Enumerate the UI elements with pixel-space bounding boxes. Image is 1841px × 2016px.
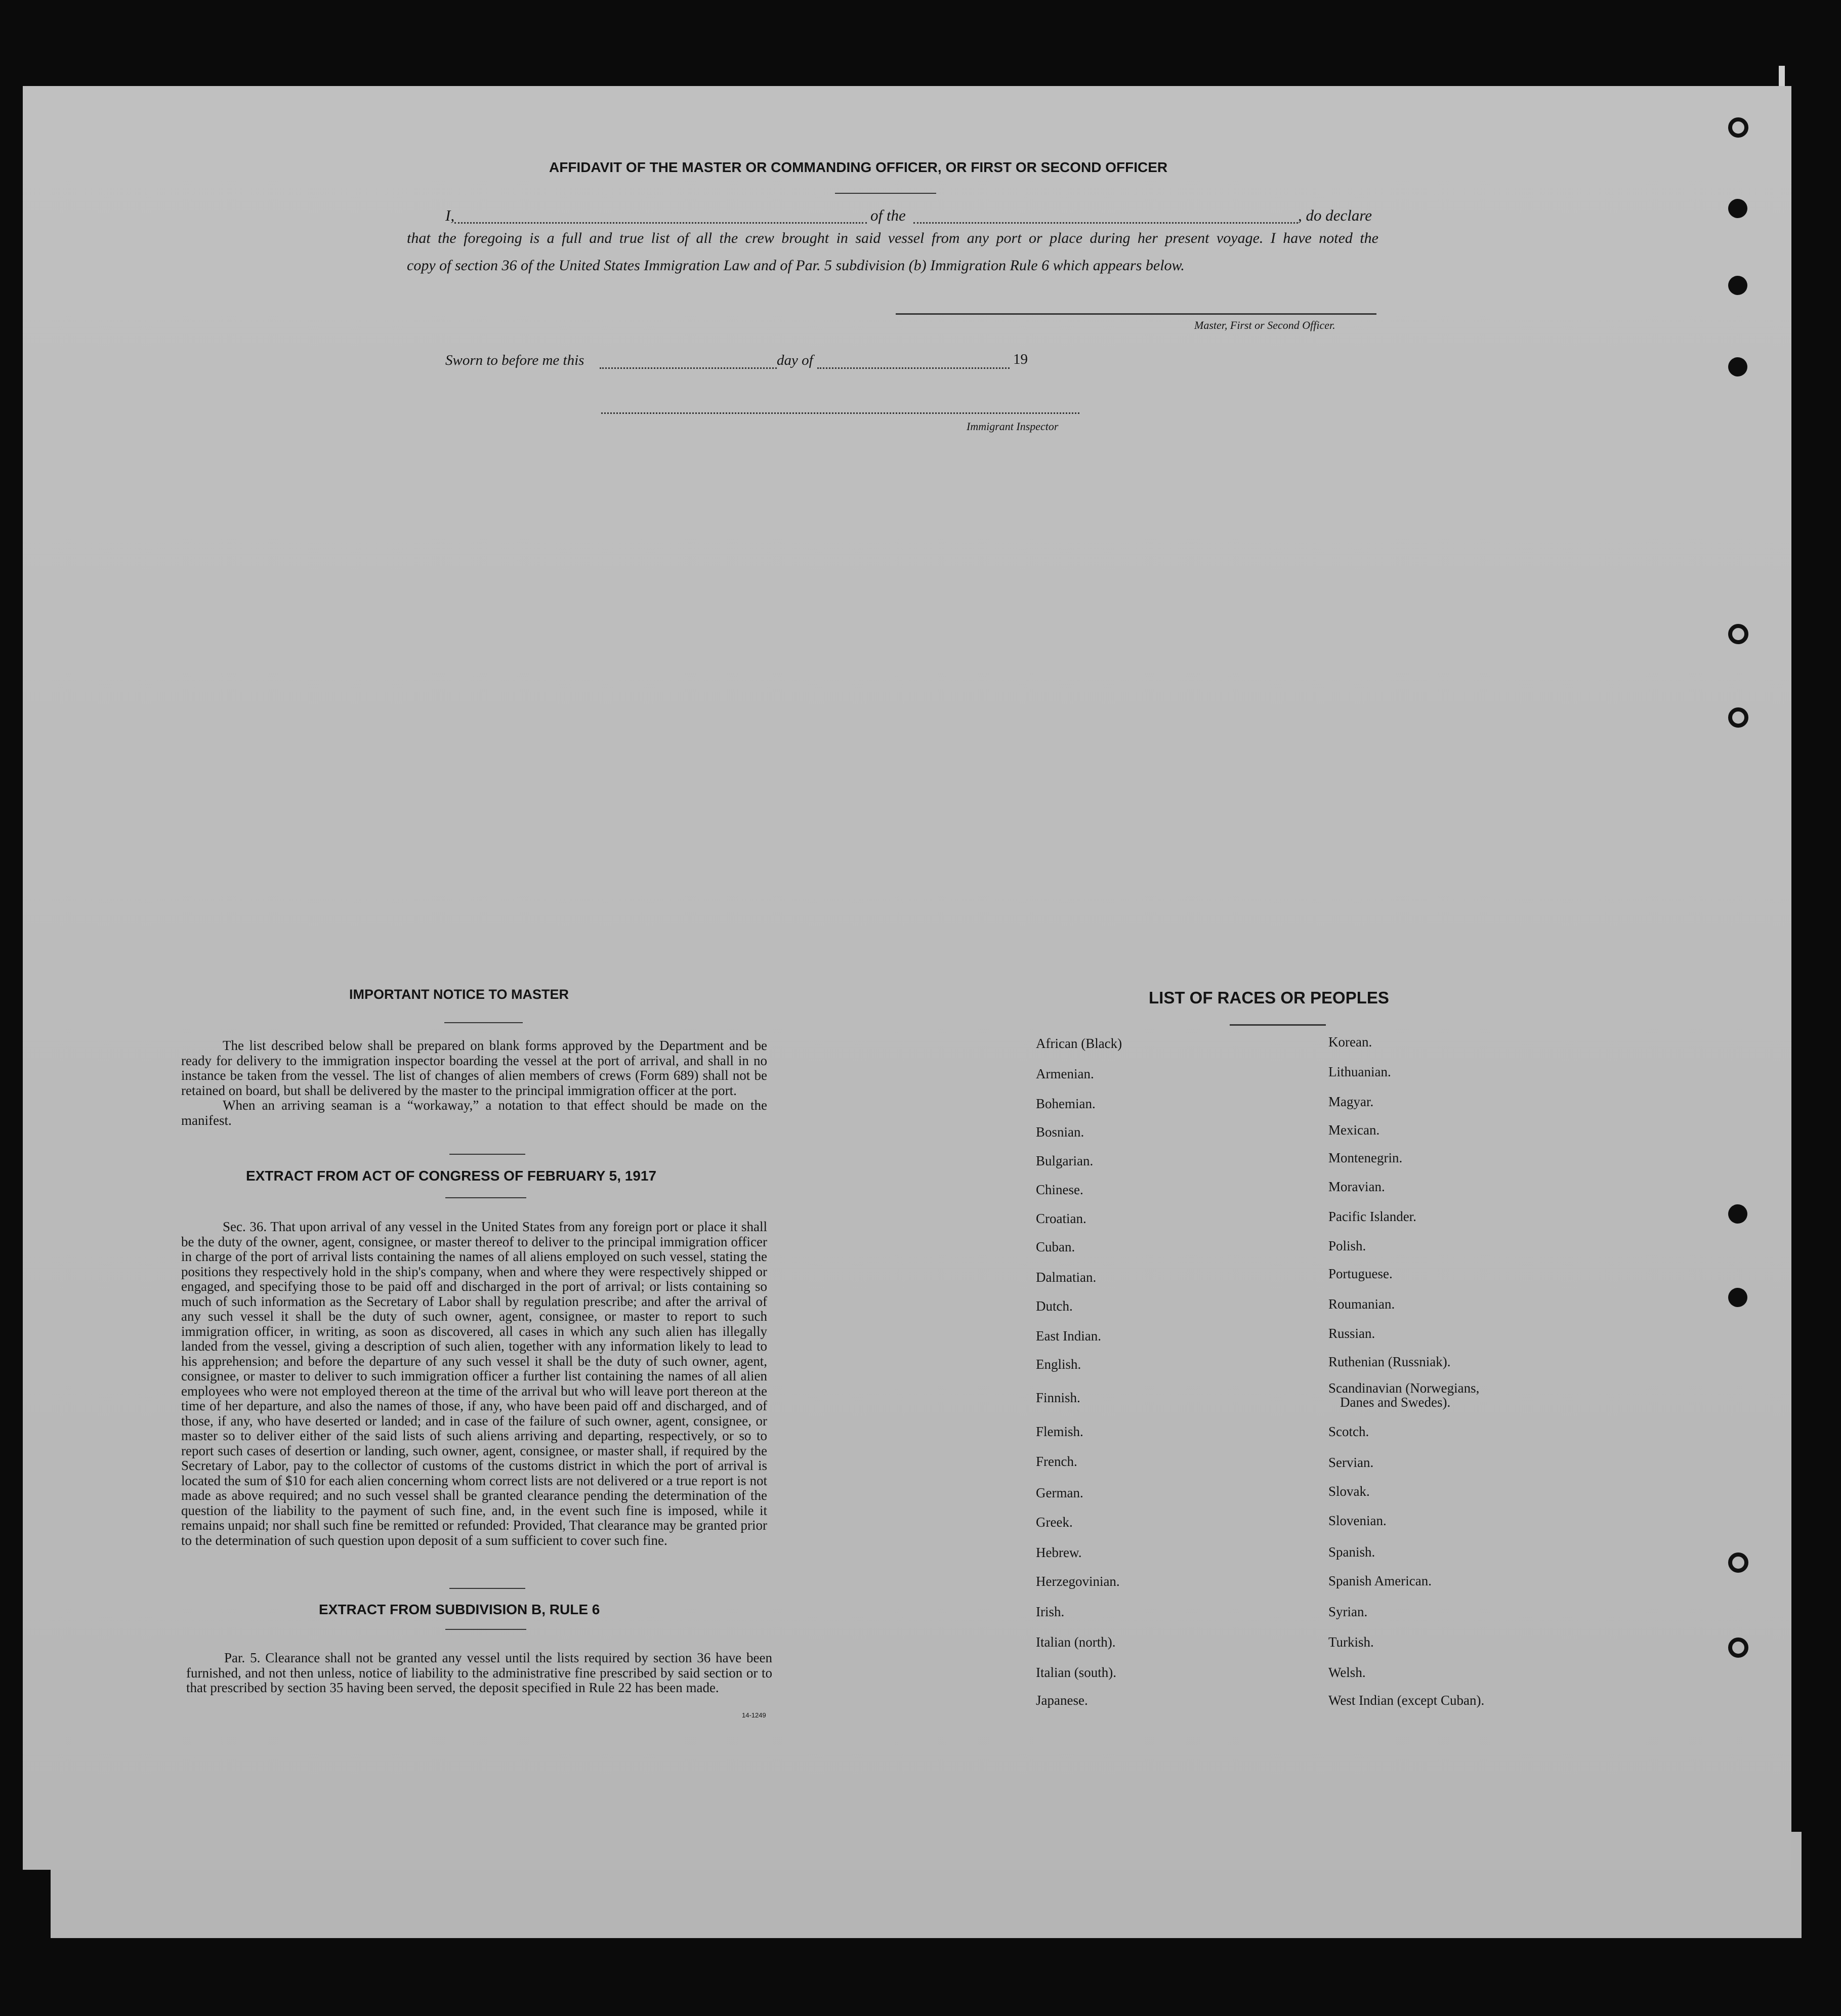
race-item: Russian. [1328, 1326, 1375, 1341]
races-title-rule [1230, 1024, 1326, 1026]
inspector-caption: Immigrant Inspector [967, 420, 1059, 433]
race-item: Bosnian. [1036, 1124, 1084, 1140]
race-item: English. [1036, 1357, 1081, 1372]
race-item: Portuguese. [1328, 1266, 1393, 1281]
race-item: Magyar. [1328, 1094, 1374, 1109]
race-item: Chinese. [1036, 1182, 1083, 1197]
race-item: Polish. [1328, 1238, 1366, 1253]
race-item: Irish. [1036, 1604, 1065, 1619]
punch-hole [1728, 1204, 1747, 1224]
notice-text [181, 1038, 767, 1128]
race-item: Servian. [1328, 1455, 1374, 1470]
act-title-rule [445, 1197, 526, 1198]
act-extract-title: EXTRACT FROM ACT OF CONGRESS OF FEBRUARY 5, 1917 [246, 1168, 657, 1184]
race-item: Slovak. [1328, 1484, 1370, 1499]
race-item: Turkish. [1328, 1634, 1374, 1650]
act-extract-text [181, 1220, 767, 1548]
inspector-signature-line [601, 412, 1079, 414]
race-item: Hebrew. [1036, 1545, 1082, 1560]
punch-hole [1728, 707, 1748, 728]
affidavit-line-3: copy of section 36 of the United States Immigration Law and of Par. 5 subdivision (b) Immigration Rule 6 which appears below. [407, 257, 1185, 274]
race-item: Scandinavian (Norwegians, [1328, 1380, 1480, 1396]
year-prefix: 19 [1013, 351, 1028, 367]
punch-hole [1728, 276, 1747, 295]
race-item: Japanese. [1036, 1693, 1088, 1708]
rule-extract-text [186, 1651, 772, 1696]
race-item: Italian (north). [1036, 1634, 1116, 1650]
rule-top-rule [449, 1588, 525, 1589]
race-item: Herzegovinian. [1036, 1574, 1120, 1589]
notice-title: IMPORTANT NOTICE TO MASTER [349, 987, 569, 1002]
punch-hole [1728, 1288, 1747, 1307]
form-number: 14-1249 [742, 1711, 766, 1719]
race-item: Roumanian. [1328, 1296, 1395, 1312]
punch-hole [1728, 1552, 1748, 1573]
rule-extract-title: EXTRACT FROM SUBDIVISION B, RULE 6 [319, 1602, 600, 1617]
affidavit-declare-label: , do declare [1298, 206, 1372, 224]
master-signature-line [896, 313, 1376, 315]
race-item: East Indian. [1036, 1328, 1101, 1343]
race-item: Syrian. [1328, 1604, 1368, 1619]
race-item: Mexican. [1328, 1122, 1380, 1138]
race-item: Moravian. [1328, 1179, 1385, 1194]
race-item: African (Black) [1036, 1036, 1122, 1051]
affidavit-line-2: that the foregoing is a full and true list of all the crew brought in said vessel from any port or place during her present voyage. I have noted the [407, 230, 1378, 246]
race-item: Spanish American. [1328, 1573, 1432, 1588]
punch-hole [1728, 199, 1747, 218]
affidavit-of-the-label: of the [870, 206, 906, 224]
sworn-month-blank [817, 367, 1010, 369]
document-sheet [23, 86, 1791, 1870]
race-item: Pacific Islander. [1328, 1209, 1416, 1224]
affidavit-title: AFFIDAVIT OF THE MASTER OR COMMANDING OFFICER, OR FIRST OR SECOND OFFICER [549, 159, 1168, 175]
notice-paragraph-2: When an arriving seaman is a “workaway,” a notation to that effect should be made on the manifest. [181, 1098, 767, 1128]
race-item: Finnish. [1036, 1390, 1080, 1405]
rule-par-5: Par. 5. Clearance shall not be granted any vessel until the lists required by section 36 have been furnished, and not then unless, notice of liability to the administrative fine prescribed by said section or to that prescribed by section 35 having been served, the deposit specified in Rule 22 has been made. [186, 1650, 772, 1695]
punch-hole [1728, 624, 1748, 644]
sworn-label: Sworn to before me this [445, 352, 584, 368]
race-item: Korean. [1328, 1034, 1372, 1049]
race-item: Dalmatian. [1036, 1270, 1097, 1285]
race-item: Armenian. [1036, 1066, 1094, 1081]
race-item: Lithuanian. [1328, 1064, 1391, 1079]
race-item: Ruthenian (Russniak). [1328, 1354, 1451, 1369]
race-item: German. [1036, 1485, 1083, 1500]
race-item: Danes and Swedes). [1340, 1395, 1451, 1410]
race-item: Spanish. [1328, 1544, 1375, 1560]
day-of-label: day of [777, 352, 813, 368]
notice-title-rule [444, 1022, 523, 1023]
master-signature-caption: Master, First or Second Officer. [1194, 319, 1335, 331]
sworn-day-blank [600, 367, 777, 369]
race-item: Dutch. [1036, 1298, 1073, 1314]
race-item: Bulgarian. [1036, 1153, 1094, 1168]
race-item: French. [1036, 1454, 1077, 1469]
punch-hole [1728, 357, 1747, 376]
punch-hole [1728, 1637, 1748, 1658]
act-top-rule [449, 1154, 525, 1155]
race-item: Slovenian. [1328, 1513, 1387, 1528]
race-item: Welsh. [1328, 1665, 1366, 1680]
race-item: West Indian (except Cuban). [1328, 1693, 1485, 1708]
races-title: LIST OF RACES OR PEOPLES [1149, 988, 1389, 1007]
race-item: Cuban. [1036, 1239, 1075, 1254]
notice-paragraph-1: The list described below shall be prepared on blank forms approved by the Department and be ready for delivery to the immigration inspector boarding the vessel at the port of arrival, and shall in no instance be taken from the vessel. The list of changes of alien members of crews (Form 689) shall not be retained on board, but shall be delivered by the master to the principal immigration officer at the port. [181, 1038, 767, 1098]
race-item: Italian (south). [1036, 1665, 1116, 1680]
race-item: Montenegrin. [1328, 1150, 1403, 1165]
race-item: Scotch. [1328, 1424, 1369, 1439]
race-item: Bohemian. [1036, 1096, 1096, 1111]
rule-title-rule [445, 1629, 526, 1630]
race-item: Croatian. [1036, 1211, 1086, 1226]
race-item: Flemish. [1036, 1424, 1083, 1439]
title-rule [835, 193, 936, 194]
act-section-36: Sec. 36. That upon arrival of any vessel in the United States from any foreign port or place it shall be the duty of the owner, agent, consignee, or master thereof to deliver to the principal immigration officer in charge of the port of arrival lists containing the names of all aliens employed on such vessel, stating the positions they respectively hold in the ship's company, when and where they were respectively shipped or engaged, and specifying those to be paid off and discharged in the port of arrival; or lists containing so much of such information as the Secretary of Labor shall by regulation prescribe; and after the arrival of any such vessel it shall be the duty of such owner, agent, consignee, or master to report to such immigration officer, in writing, as soon as discovered, all cases in which any such alien has illegally landed from the vessel, giving a description of such alien, together with any information likely to lead to his apprehension; and before the departure of any such vessel it shall be the duty of such owner, agent, consignee, or master to deliver to such immigration officer a further list containing the names of all alien employees who were not employed thereon at the time of the arrival but who will leave port thereon at the time of her departure, and also the names of those, if any, who have been paid off and discharged, and of those, if any, who have deserted or landed; and in case of the failure of such owner, agent, consignee, or master so to deliver either of the said lists of such aliens arriving and departing, respectively, or so to report such cases of desertion or landing, such owner, agent, consignee, or master shall, if required by the Secretary of Labor, pay to the collector of customs of the customs district in which the port of arrival is located the sum of $10 for each alien concerning whom correct lists are not delivered or a true report is not made as above required; and no such vessel shall be granted clearance pending the determination of the question of the liability to the payment of such fine, and, in the event such fine is imposed, while it remains unpaid; nor shall such fine be remitted or refunded: Provided, That clearance may be granted prior to the determination of such question upon deposit of a sum sufficient to cover such fine. [181, 1219, 767, 1548]
name-blank [454, 222, 867, 224]
vessel-blank [913, 222, 1298, 224]
affidavit-i-label: I, [445, 206, 455, 224]
punch-hole [1728, 117, 1748, 138]
race-item: Greek. [1036, 1515, 1073, 1530]
